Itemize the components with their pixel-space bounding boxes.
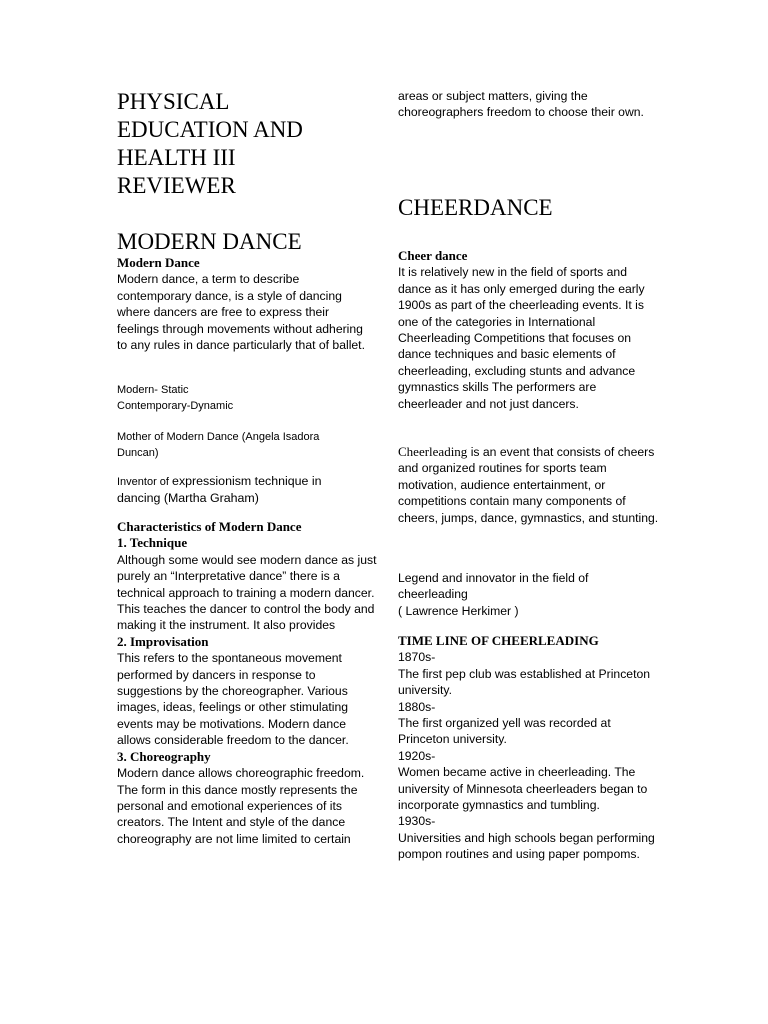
inventor-text: expressionism technique in dancing (Martha Graham) xyxy=(117,474,322,505)
modern-dance-heading: MODERN DANCE xyxy=(117,229,302,254)
timeline-year: 1880s- xyxy=(398,699,436,714)
timeline-heading: TIME LINE OF CHEERLEADING xyxy=(398,633,599,648)
choreography-heading: 3. Choreography xyxy=(117,748,211,764)
timeline-entry xyxy=(398,649,660,698)
cheer-dance-subheading: Cheer dance xyxy=(398,248,468,263)
modern-static: Modern- Static xyxy=(117,384,189,396)
timeline-year: 1920s- xyxy=(398,748,436,763)
improvisation-heading: 2. Improvisation xyxy=(117,633,209,649)
inventor-prefix: Inventor of xyxy=(117,476,173,488)
improvisation-text: This refers to the spontaneous movement performed by dancers in response to suggestions by the choreographer. Various images, ideas, feelings or other stimulating events may be motivations. Modern dance allows considerable freedom to the dancer. xyxy=(117,651,349,748)
modern-dance-intro: Modern dance, a term to describe contemporary dance, is a style of dancing where dancers are free to express their feelings through movements without adhering to any rules in dance particularly that of ballet. xyxy=(117,272,365,353)
timeline-entry xyxy=(398,748,660,814)
cheer-dance-section xyxy=(398,248,660,412)
inventor-line xyxy=(117,473,357,507)
modern-static-list xyxy=(117,382,379,414)
timeline-text: Women became active in cheerleading. The university of Minnesota cheerleaders began to incorporate gymnastics and tumbling. xyxy=(398,765,648,813)
contemporary-dynamic: Contemporary-Dynamic xyxy=(117,400,234,412)
timeline-entry xyxy=(398,699,660,748)
cheerleading-definition xyxy=(398,444,660,526)
technique-text: Although some would see modern dance as just purely an “Interpretative dance” there is a technical approach to training a modern dancer. This teaches the dancer to control the body and making it the instrument. It also provides xyxy=(117,552,377,633)
cheer-dance-text: It is relatively new in the field of sports and dance as it has only emerged during the early 1900s as part of the cheerleading events. It is one of the categories in International Cheerleading Competitions that focuses on dance techniques and basic elements of cheerleading, excluding stunts and advance gymnastics skills The performers are cheerleader and not just dancers. xyxy=(398,265,645,411)
legend-name: ( Lawrence Herkimer ) xyxy=(398,603,519,618)
legend-section xyxy=(398,570,660,619)
technique-heading: 1. Technique xyxy=(117,535,188,551)
cheerleading-text: is an event that consists of cheers and organized routines for sports team motivation, audience entertainment, or competitions contain many components of cheers, jumps, dance, gymnastics, and stunting. xyxy=(398,445,659,525)
timeline-text: Universities and high schools began performing pompon routines and using paper pompoms. xyxy=(398,830,655,862)
cheerleading-term: Cheerleading xyxy=(398,444,468,459)
mother-of-modern-dance: Mother of Modern Dance (Angela Isadora Duncan) xyxy=(117,431,320,459)
timeline-year: 1870s- xyxy=(398,650,436,665)
timeline-text: The first organized yell was recorded at Princeton university. xyxy=(398,716,611,747)
timeline-section xyxy=(398,633,660,863)
choreography-text: Modern dance allows choreographic freedom. The form in this dance mostly represents the personal and emotional experiences of its creators. The Intent and style of the dance choreography are not lime limited to certain xyxy=(117,766,365,846)
modern-dance-subheading: Modern Dance xyxy=(117,255,200,270)
timeline-entry xyxy=(398,813,660,862)
cheerdance-heading: CHEERDANCE xyxy=(398,195,553,220)
characteristics-heading: Characteristics of Modern Dance xyxy=(117,519,302,534)
timeline-text: The first pep club was established at Princeton university. xyxy=(398,666,651,698)
modern-dance-section xyxy=(117,255,379,353)
continuation-text: areas or subject matters, giving the choreographers freedom to choose their own. xyxy=(398,89,644,120)
legend-text: Legend and innovator in the field of cheerleading xyxy=(398,571,589,602)
timeline-year: 1930s- xyxy=(398,814,436,829)
page-title: PHYSICAL EDUCATION AND HEALTH III REVIEWER xyxy=(117,89,303,198)
characteristics-section xyxy=(117,519,379,847)
